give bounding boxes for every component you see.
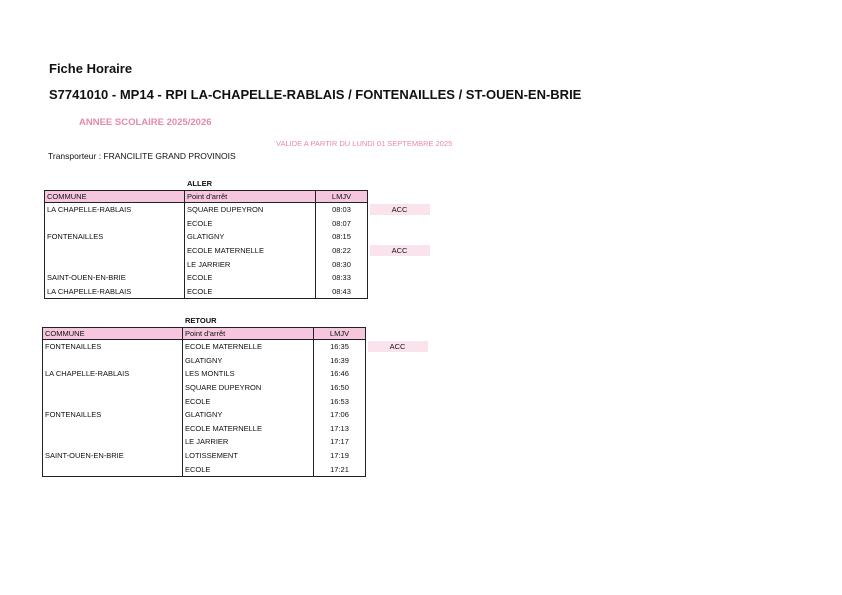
commune-cell: SAINT-OUEN-EN-BRIE (45, 271, 185, 285)
commune-cell: LA CHAPELLE-RABLAIS (43, 367, 183, 381)
commune-cell (43, 435, 183, 449)
arret-cell: GLATIGNY (183, 354, 314, 368)
commune-cell (43, 381, 183, 395)
table-row (43, 462, 366, 476)
table-row (45, 257, 368, 271)
transporteur-label: Transporteur : FRANCILITE GRAND PROVINOIS (48, 151, 236, 161)
retour-label: RETOUR (185, 316, 217, 325)
arret-cell: GLATIGNY (185, 230, 316, 244)
arret-cell: ECOLE (183, 462, 314, 476)
table-row (45, 203, 368, 217)
time-cell: 08:15 (316, 230, 368, 244)
table-row (43, 340, 366, 354)
commune-cell (43, 394, 183, 408)
aller-header-row (45, 191, 368, 203)
arret-cell: LE JARRIER (183, 435, 314, 449)
arret-cell: ECOLE MATERNELLE (185, 244, 316, 258)
arret-cell: LES MONTILS (183, 367, 314, 381)
page-title: Fiche Horaire (49, 61, 133, 76)
time-cell: 16:50 (314, 381, 366, 395)
line-subtitle: S7741010 - MP14 - RPI LA-CHAPELLE-RABLAIS / FONTENAILLES / ST-OUEN-EN-BRIE (49, 87, 582, 102)
arret-cell: ECOLE (185, 217, 316, 231)
table-row (45, 217, 368, 231)
school-year: ANNEE SCOLAIRE 2025/2026 (79, 117, 212, 128)
time-cell: 08:43 (316, 285, 368, 299)
commune-cell: FONTENAILLES (45, 230, 185, 244)
time-cell: 17:17 (314, 435, 366, 449)
time-cell: 16:39 (314, 354, 366, 368)
commune-cell: FONTENAILLES (43, 340, 183, 354)
time-cell: 17:06 (314, 408, 366, 422)
arret-cell: ECOLE (183, 394, 314, 408)
table-row (43, 449, 366, 463)
time-cell: 08:03 (316, 203, 368, 217)
retour-header-row (43, 328, 366, 340)
table-row (45, 285, 368, 299)
table-row (45, 230, 368, 244)
arret-cell: SQUARE DUPEYRON (185, 203, 316, 217)
col-point-arret: Point d'arrêt (183, 328, 314, 340)
arret-cell: LE JARRIER (185, 257, 316, 271)
arret-cell: SQUARE DUPEYRON (183, 381, 314, 395)
time-cell: 08:07 (316, 217, 368, 231)
commune-cell (43, 354, 183, 368)
table-row (45, 244, 368, 258)
col-commune: COMMUNE (43, 328, 183, 340)
acc-note: ACC (370, 245, 430, 256)
commune-cell (43, 422, 183, 436)
commune-cell (45, 244, 185, 258)
arret-cell: ECOLE MATERNELLE (183, 340, 314, 354)
commune-cell: SAINT-OUEN-EN-BRIE (43, 449, 183, 463)
table-row (43, 381, 366, 395)
commune-cell: LA CHAPELLE-RABLAIS (45, 285, 185, 299)
col-lmjv: LMJV (314, 328, 366, 340)
table-row (43, 408, 366, 422)
arret-cell: ECOLE (185, 271, 316, 285)
arret-cell: LOTISSEMENT (183, 449, 314, 463)
time-cell: 08:22 (316, 244, 368, 258)
acc-note: ACC (368, 341, 428, 352)
arret-cell: ECOLE (185, 285, 316, 299)
retour-table (42, 327, 366, 477)
time-cell: 17:19 (314, 449, 366, 463)
col-point-arret: Point d'arrêt (185, 191, 316, 203)
arret-cell: GLATIGNY (183, 408, 314, 422)
time-cell: 16:46 (314, 367, 366, 381)
table-row (43, 435, 366, 449)
time-cell: 16:35 (314, 340, 366, 354)
commune-cell: FONTENAILLES (43, 408, 183, 422)
commune-cell (43, 462, 183, 476)
table-row (43, 394, 366, 408)
acc-note: ACC (370, 204, 430, 215)
table-row (43, 422, 366, 436)
commune-cell (45, 257, 185, 271)
time-cell: 08:33 (316, 271, 368, 285)
aller-label: ALLER (187, 179, 212, 188)
commune-cell: LA CHAPELLE-RABLAIS (45, 203, 185, 217)
time-cell: 08:30 (316, 257, 368, 271)
table-row (43, 367, 366, 381)
arret-cell: ECOLE MATERNELLE (183, 422, 314, 436)
time-cell: 17:21 (314, 462, 366, 476)
validity-date: VALIDE A PARTIR DU LUNDI 01 SEPTEMBRE 2025 (276, 139, 453, 148)
table-row (43, 354, 366, 368)
time-cell: 16:53 (314, 394, 366, 408)
col-lmjv: LMJV (316, 191, 368, 203)
time-cell: 17:13 (314, 422, 366, 436)
table-row (45, 271, 368, 285)
commune-cell (45, 217, 185, 231)
col-commune: COMMUNE (45, 191, 185, 203)
aller-table (44, 190, 368, 299)
